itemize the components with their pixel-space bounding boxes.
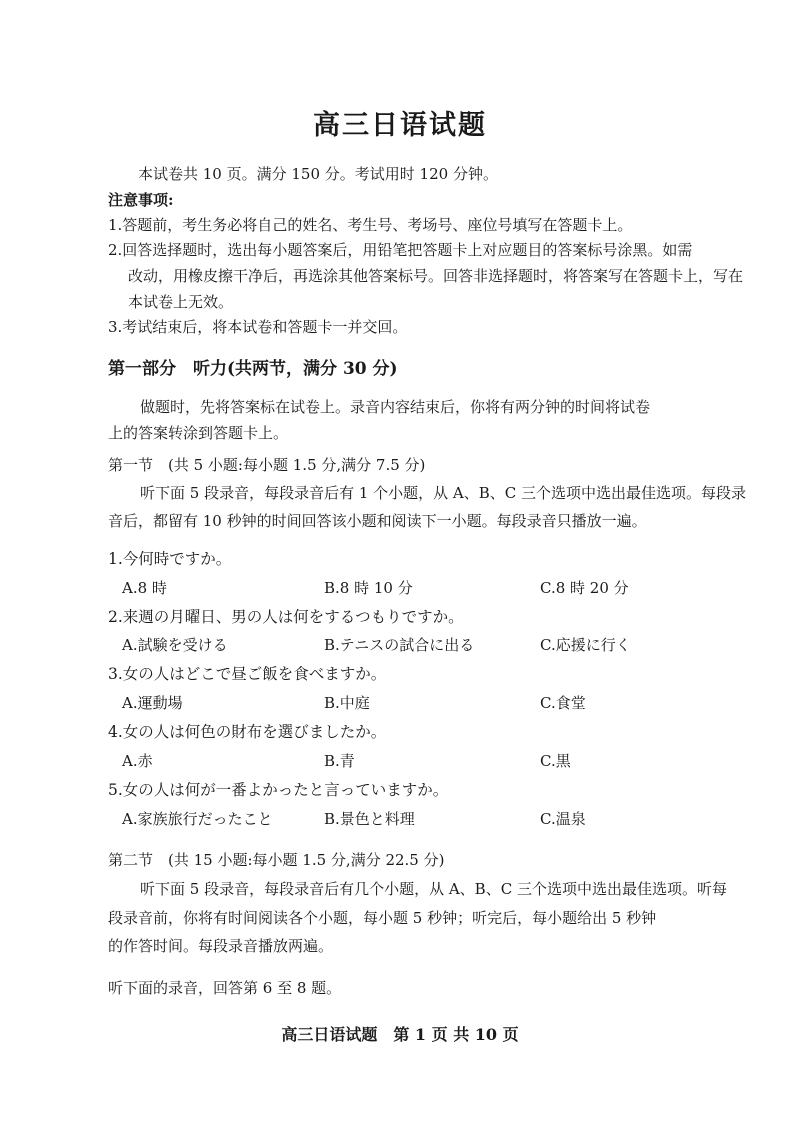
note-item-2-line-3: 本试卷上无效。 <box>128 293 234 311</box>
question-2: 2.来週の月曜日、男の人は何をするつもりですか。 <box>108 608 464 626</box>
part-1-instruction-line-1: 做题时，先将答案标在试卷上。录音内容结束后，你将有两分钟的时间将试卷 <box>140 398 651 416</box>
question-5: 5.女の人は何が一番よかったと言っていますか。 <box>108 781 449 799</box>
question-5-option-c: C.温泉 <box>540 810 586 828</box>
question-2-option-c: C.応援に行く <box>540 636 631 654</box>
question-5-option-a: A.家族旅行だったこと <box>122 810 273 828</box>
question-2-option-b: B.テニスの試合に出る <box>324 636 475 654</box>
section-2-instruction-line-2: 段录音前，你将有时间阅读各个小题，每小题 5 秒钟；听完后，每小题给出 5 秒钟 <box>108 909 657 927</box>
listen-next-instruction: 听下面的录音，回答第 6 至 8 题。 <box>108 979 342 997</box>
note-item-3: 3.考试结束后，将本试卷和答题卡一并交回。 <box>108 318 408 336</box>
section-2-instruction-line-3: 的作答时间。每段录音播放两遍。 <box>108 937 334 955</box>
question-1: 1.今何時ですか。 <box>108 550 232 568</box>
question-3-option-c: C.食堂 <box>540 694 586 712</box>
question-1-option-c: C.8 時 20 分 <box>540 579 629 597</box>
section-1-instruction-line-2: 音后，都留有 10 秒钟的时间回答该小题和阅读下一小题。每段录音只播放一遍。 <box>108 512 647 530</box>
question-4-option-a: A.赤 <box>122 752 153 770</box>
part-1-instruction-line-2: 上的答案转涂到答题卡上。 <box>108 424 289 442</box>
question-4-option-b: B.青 <box>324 752 355 770</box>
question-3-option-a: A.運動場 <box>122 694 183 712</box>
page-footer: 高三日语试题 第 1 页 共 10 页 <box>281 1025 519 1044</box>
section-1-instruction-line-1: 听下面 5 段录音，每段录音后有 1 个小题，从 A、B、C 三个选项中选出最佳选项。每段录 <box>140 484 747 502</box>
exam-intro: 本试卷共 10 页。满分 150 分。考试用时 120 分钟。 <box>138 165 498 183</box>
note-item-1: 1.答题前，考生务必将自己的姓名、考生号、考场号、座位号填写在答题卡上。 <box>108 216 633 234</box>
section-2-heading: 第二节 (共 15 小题:每小题 1.5 分,满分 22.5 分) <box>108 851 445 869</box>
page-title: 高三日语试题 <box>313 110 487 141</box>
question-2-option-a: A.試験を受ける <box>122 636 228 654</box>
question-1-option-b: B.8 時 10 分 <box>324 579 413 597</box>
part-1-heading: 第一部分 听力(共两节，满分 30 分) <box>108 359 398 379</box>
question-3: 3.女の人はどこで昼ご飯を食べますか。 <box>108 665 387 683</box>
question-1-option-a: A.8 時 <box>122 579 167 597</box>
notes-heading: 注意事项: <box>108 191 174 209</box>
note-item-2-line-1: 2.回答选择题时，选出每小题答案后，用铅笔把答题卡上对应题目的答案标号涂黑。如需 <box>108 241 693 259</box>
question-4: 4.女の人は何色の財布を選びましたか。 <box>108 723 387 741</box>
note-item-2-line-2: 改动，用橡皮擦干净后，再选涂其他答案标号。回答非选择题时，将答案写在答题卡上，写在 <box>128 267 744 285</box>
question-4-option-c: C.黒 <box>540 752 571 770</box>
section-2-instruction-line-1: 听下面 5 段录音，每段录音后有几个小题，从 A、B、C 三个选项中选出最佳选项。听每 <box>140 880 727 898</box>
section-1-heading: 第一节 (共 5 小题:每小题 1.5 分,满分 7.5 分) <box>108 456 426 474</box>
question-3-option-b: B.中庭 <box>324 694 370 712</box>
question-5-option-b: B.景色と料理 <box>324 810 415 828</box>
